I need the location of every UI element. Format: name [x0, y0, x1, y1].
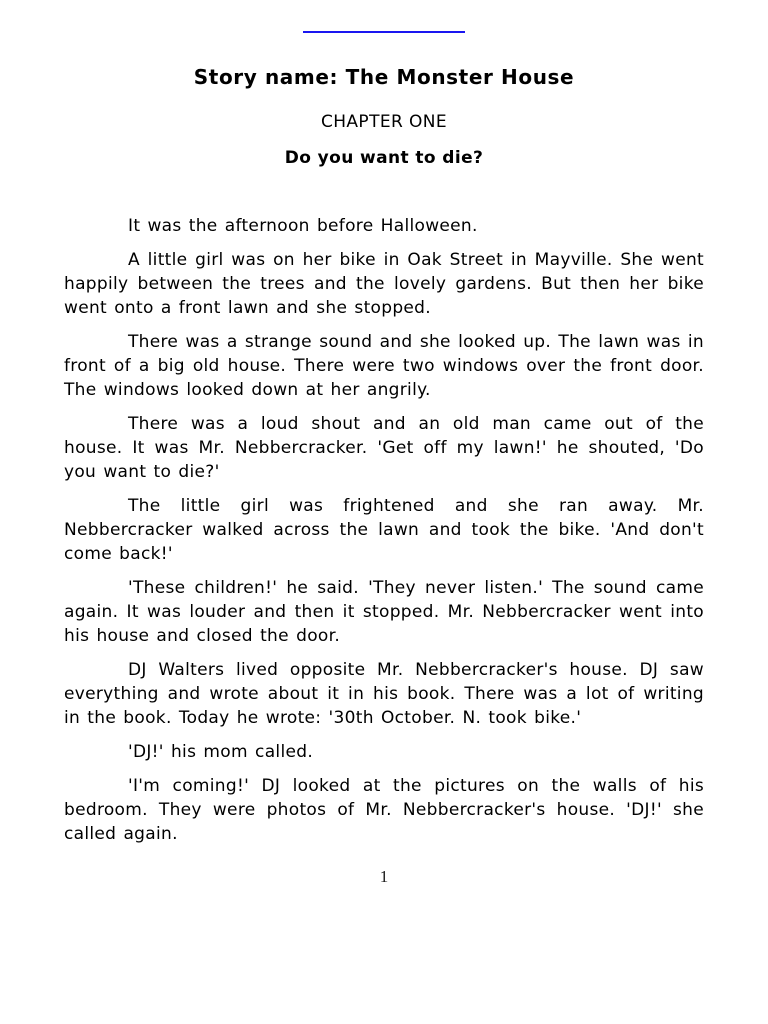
story-paragraph: There was a strange sound and she looked up. The lawn was in front of a big old house. There were two windows over the front door. The windows looked down at her angrily.: [64, 332, 704, 400]
top-link-underline[interactable]: [303, 31, 465, 33]
story-paragraph: There was a loud shout and an old man came out of the house. It was Mr. Nebbercracker. 'Get off my lawn!' he shouted, 'Do you want to die?': [64, 414, 704, 482]
chapter-subtitle: Do you want to die?: [284, 148, 484, 168]
story-paragraph: 'I'm coming!' DJ looked at the pictures on the walls of his bedroom. They were photos of Mr. Nebbercracker's house. 'DJ!' she called again.: [64, 776, 704, 844]
chapter-heading: CHAPTER ONE: [320, 112, 448, 132]
page-number: 1: [379, 867, 389, 886]
story-paragraph: 'DJ!' his mom called.: [128, 742, 314, 762]
story-paragraph: 'These children!' he said. 'They never listen.' The sound came again. It was louder and then it stopped. Mr. Nebbercracker went into his house and closed the door.: [64, 578, 704, 646]
story-title: Story name: The Monster House: [193, 65, 575, 89]
story-paragraph: The little girl was frightened and she ran away. Mr. Nebbercracker walked across the lawn and took the bike. 'And don't come back!': [64, 496, 704, 564]
story-body: [64, 214, 704, 846]
story-paragraph: It was the afternoon before Halloween.: [128, 216, 478, 236]
story-paragraph: A little girl was on her bike in Oak Street in Mayville. She went happily between the trees and the lovely gardens. But then her bike went onto a front lawn and she stopped.: [64, 250, 704, 318]
story-paragraph: DJ Walters lived opposite Mr. Nebbercracker's house. DJ saw everything and wrote about it in his book. There was a lot of writing in the book. Today he wrote: '30th October. N. took bike.': [64, 660, 704, 728]
